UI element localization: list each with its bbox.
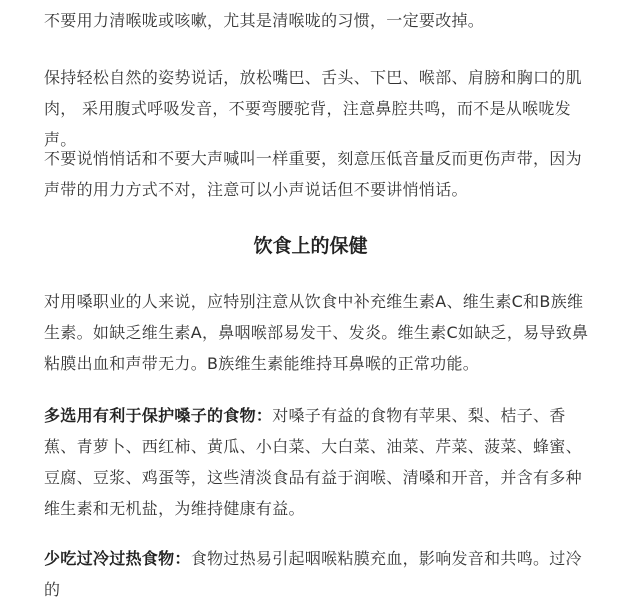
paragraph xyxy=(44,143,592,205)
paragraph xyxy=(44,286,592,379)
paragraph-text: 食物过热易引起咽喉粘膜充血，影响发音和共鸣。过冷的 xyxy=(44,549,582,599)
paragraph xyxy=(44,543,592,605)
paragraph xyxy=(44,400,592,524)
paragraph-text: 不要用力清喉咙或咳嗽，尤其是清喉咙的习惯，一定要改掉。 xyxy=(44,11,485,30)
section-heading: 饮食上的保健 xyxy=(253,235,368,257)
paragraph-lead: 少吃过冷过热食物： xyxy=(44,549,191,568)
paragraph xyxy=(44,62,592,155)
paragraph-text: 对嗓子有益的食物有苹果、梨、桔子、香蕉、青萝卜、西红柿、黄瓜、小白菜、大白菜、油菜、芹菜、菠菜、蜂蜜、豆腐、豆浆、鸡蛋等，这些清淡食品有益于润喉、清嗓和开音，并含有多种维生素和无机盐，为维持健康有益。 xyxy=(44,406,582,518)
paragraph-text: 不要说悄悄话和不要大声喊叫一样重要，刻意压低音量反而更伤声带，因为声带的用力方式不对，注意可以小声说话但不要讲悄悄话。 xyxy=(44,149,582,199)
paragraph xyxy=(44,5,592,36)
paragraph-lead: 多选用有利于保护嗓子的食物： xyxy=(44,406,273,425)
paragraph-text: 对用嗓职业的人来说，应特别注意从饮食中补充维生素A、维生素C和B族维生素。如缺乏维生素A，鼻咽喉部易发干、发炎。维生素C如缺乏，易导致鼻粘膜出血和声带无力。B族维生素能维持耳鼻喉的正常功能。 xyxy=(44,292,589,373)
paragraph-text: 保持轻松自然的姿势说话，放松嘴巴、舌头、下巴、喉部、肩膀和胸口的肌肉， 采用腹式呼吸发音，不要弯腰驼背，注意鼻腔共鸣，而不是从喉咙发声。 xyxy=(44,68,582,149)
